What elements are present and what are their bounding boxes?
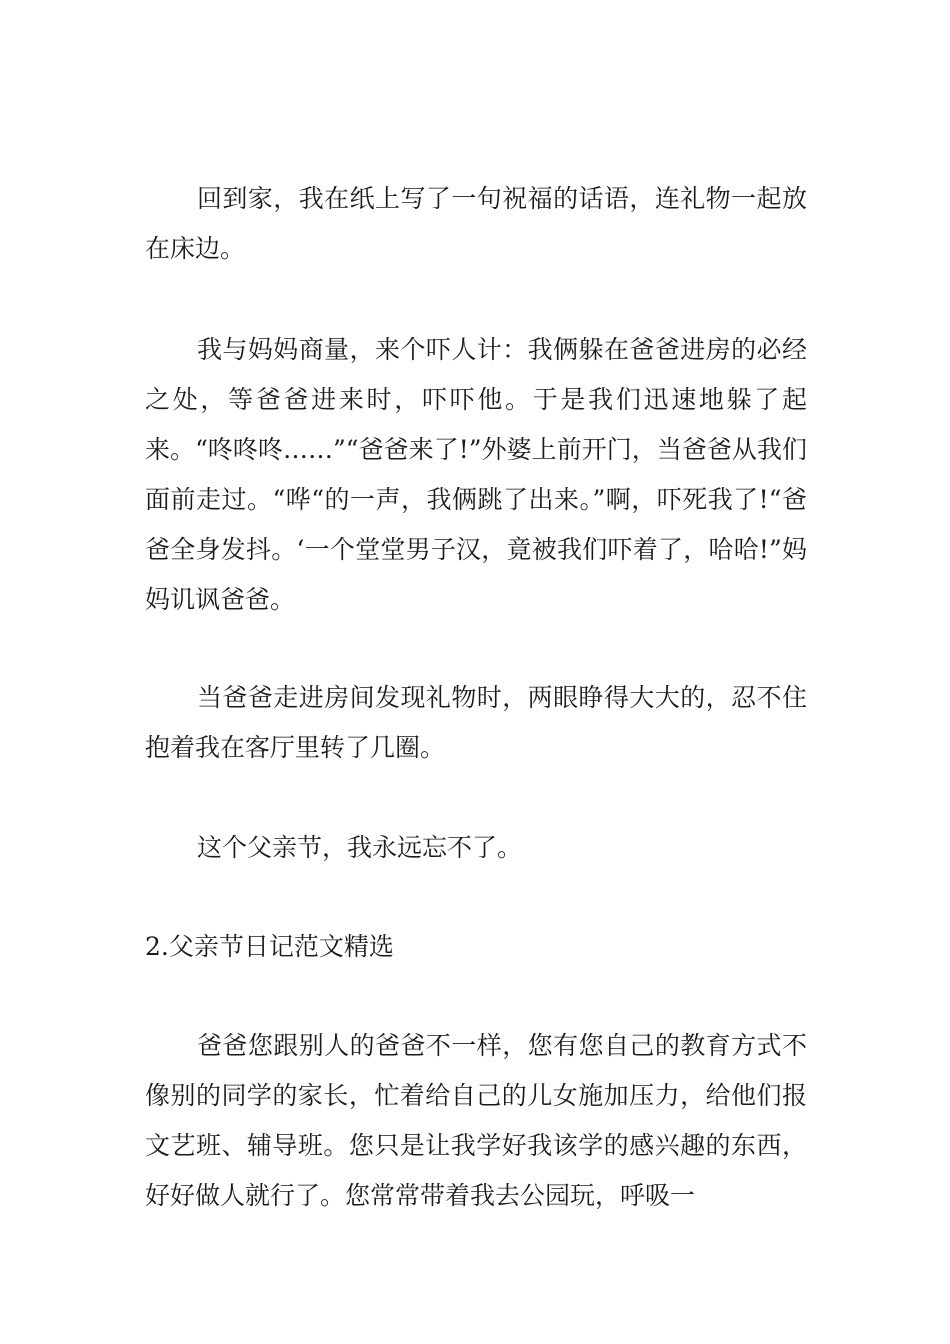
paragraph-never-forget: 这个父亲节，我永远忘不了。 (197, 833, 523, 862)
paragraph-scare-plan: 我与妈妈商量，来个吓人计：我俩躲在爸爸进房的必经之处，等爸爸进来时，吓吓他。于是我们迅速地躲了起来。“咚咚咚……”“爸爸来了!”外婆上前开门，当爸爸从我们面前走过。“哗“的一声，我俩跳了出来。”啊，吓死我了!“爸爸全身发抖。‘一个堂堂男子汉，竟被我们吓着了，哈哈!”妈妈讥讽爸爸。 (145, 335, 807, 614)
paragraph-section-body: 爸爸您跟别人的爸爸不一样，您有您自己的教育方式不像别的同学的家长，忙着给自己的儿女施加压力，给他们报文艺班、辅导班。您只是让我学好我该学的感兴趣的东西，好好做人就行了。您常常带着我去公园玩，呼吸一 (145, 1031, 807, 1210)
paragraph-gift-note: 回到家，我在纸上写了一句祝福的话语，连礼物一起放在床边。 (145, 184, 807, 263)
section-heading: 2.父亲节日记范文精选 (145, 932, 394, 961)
paragraph-dad-finds-gift: 当爸爸走进房间发现礼物时，两眼睁得大大的，忍不住抱着我在客厅里转了几圈。 (145, 683, 807, 762)
